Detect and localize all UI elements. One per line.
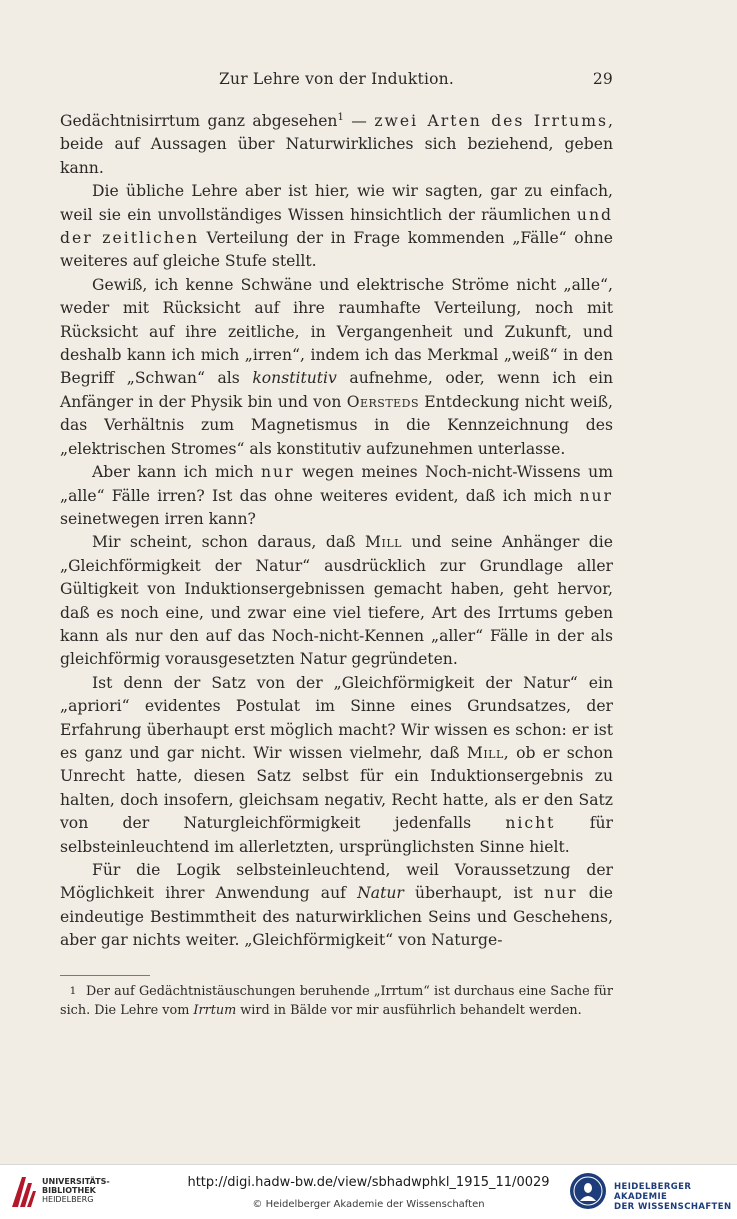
- viewer-footer: [0, 1164, 737, 1219]
- paragraph-6: [60, 672, 613, 859]
- text-run: seinetwegen irren kann?: [60, 509, 256, 528]
- name-small-caps: Mill: [466, 743, 504, 762]
- page-number: 29: [592, 70, 613, 88]
- name-small-caps: Mill: [365, 533, 402, 552]
- text-run: Gewiß, ich kenne Schwäne und elektrische Ströme nicht „alle“, weder mit Rücksicht auf ihre raumhafte Verteilung, noch mit Rücksicht auf ihre zeitliche, in Vergangenheit und Zukunft, und deshalb kann ich mich „irren“, indem ich das Merkmal „weiß“ in den Begriff „Schwan“ als: [60, 275, 613, 388]
- academy-line-1: HEIDELBERGER AKADEMIE: [614, 1182, 692, 1202]
- emphasis-spaced: und der zeitlichen: [60, 205, 613, 248]
- paragraph-4: [60, 461, 613, 531]
- text-run: Für die Logik selbsteinleuchtend, weil Voraussetzung der Möglichkeit ihrer Anwendung auf: [60, 861, 613, 903]
- text-run: aufnehme, oder, wenn ich ein Anfänger in der Physik bin und von: [60, 369, 613, 411]
- name-small-caps: Oersteds: [346, 392, 420, 411]
- academy-name: [614, 1182, 737, 1212]
- text-run: Verteilung der in Frage kommenden „Fälle“ ohne weiteres auf gleiche Stufe stellt.: [60, 229, 613, 271]
- text-run: Gedächtnisirrtum ganz abgesehen: [60, 112, 338, 130]
- text-run: —: [343, 112, 375, 130]
- paragraph-1: [60, 110, 613, 180]
- text-run: Mir scheint, schon daraus, daß: [92, 533, 366, 552]
- footnote: [60, 982, 613, 1020]
- emphasis-italic: Irrtum: [193, 1003, 237, 1018]
- copyright-notice: © Heidelberger Akademie der Wissenschaften: [252, 1199, 485, 1210]
- paragraph-7: [60, 859, 613, 953]
- text-run: wird in Bälde vor mir ausführlich behandelt werden.: [236, 1003, 582, 1018]
- footnote-reference[interactable]: 1: [337, 111, 344, 123]
- text-run: Die übliche Lehre aber ist hier, wie wir sagten, gar zu einfach, weil sie ein unvollständiges Wissen hinsichtlich der räumlichen: [60, 182, 613, 224]
- library-line-1: UNIVERSITÄTS-: [42, 1177, 110, 1186]
- emphasis-spaced: nur: [261, 463, 295, 482]
- academy-seal-icon[interactable]: [568, 1171, 608, 1211]
- paragraph-3: [60, 274, 613, 461]
- body-text: [60, 110, 613, 953]
- paragraph-5: [60, 531, 613, 671]
- text-run: , ob er schon Unrecht hatte, diesen Satz selbst für ein Induktionsergebnis zu halten, doch insofern, gleichsam negativ, Recht hatte, als er den Satz von der Naturgleichförmigkeit jedenfalls: [60, 743, 613, 833]
- emphasis-spaced: nur: [579, 486, 613, 505]
- footnote-divider: [60, 975, 150, 976]
- footnote-mark: 1: [69, 985, 77, 997]
- text-run: Ist denn der Satz von der „Gleichförmigkeit der Natur“ ein „apriori“ evidentes Postulat im Sinne eines Grundsatzes, der Erfahrung überhaupt erst möglich macht? Wir wissen es schon: er ist es ganz und gar nicht. Wir wissen vielmehr, daß: [60, 673, 613, 762]
- text-run: überhaupt, ist: [403, 884, 545, 903]
- running-head: [60, 70, 613, 92]
- text-run: für selbsteinleuchtend im allerletzten, ursprünglichsten Sinne hielt.: [60, 814, 613, 856]
- academy-line-2: DER WISSENSCHAFTEN: [614, 1202, 732, 1212]
- permalink-url[interactable]: http://digi.hadw-bw.de/view/sbhadwphkl_1915_11/0029: [187, 1175, 550, 1190]
- emphasis-italic: Natur: [357, 884, 404, 903]
- library-line-3: HEIDELBERG: [42, 1195, 94, 1204]
- emphasis-spaced: zwei Arten des Irrtums: [374, 112, 609, 130]
- running-head-title: Zur Lehre von der Induktion.: [219, 70, 454, 88]
- text-run: , beide auf Aussagen über Naturwirkliches sich beziehend, geben kann.: [60, 112, 613, 177]
- text-run: wegen meines Noch-nicht-Wissens um „alle“ Fälle irren? Ist das ohne weiteres evident, daß ich mich: [60, 463, 613, 505]
- text-run: Aber kann ich mich: [92, 463, 261, 482]
- text-run: Entdeckung nicht weiß, das Verhältnis zum Magnetismus in die Kennzeichnung des „elektrischen Stromes“ als konstitutiv aufzunehmen unterlasse.: [60, 392, 613, 458]
- emphasis-italic: konstitutiv: [252, 369, 337, 388]
- emphasis-spaced: nur: [544, 884, 578, 903]
- library-line-2: BIBLIOTHEK: [42, 1186, 96, 1195]
- text-run: und seine Anhänger die „Gleichförmigkeit der Natur“ ausdrücklich zur Grundlage aller Gültigkeit von Induktionsergebnissen gemacht haben, geht hervor, daß es noch eine, und zwar eine viel tiefere, Art des Irrtums geben kann als nur den auf das Noch-nicht-Kennen „aller“ Fälle in der als gleichförmig vorausgesetzten Natur gegründeten.: [60, 533, 613, 669]
- text-run: die eindeutige Bestimmtheit des naturwirklichen Seins und Geschehens, aber gar nichts weiter. „Gleichförmigkeit“ von Naturge-: [60, 884, 613, 950]
- paragraph-2: [60, 180, 613, 274]
- text-run: Der auf Gedächtnistäuschungen beruhende „Irrtum“ ist durchaus eine Sache für sich. Die Lehre vom: [60, 984, 613, 1018]
- emphasis-spaced: nicht: [505, 814, 556, 833]
